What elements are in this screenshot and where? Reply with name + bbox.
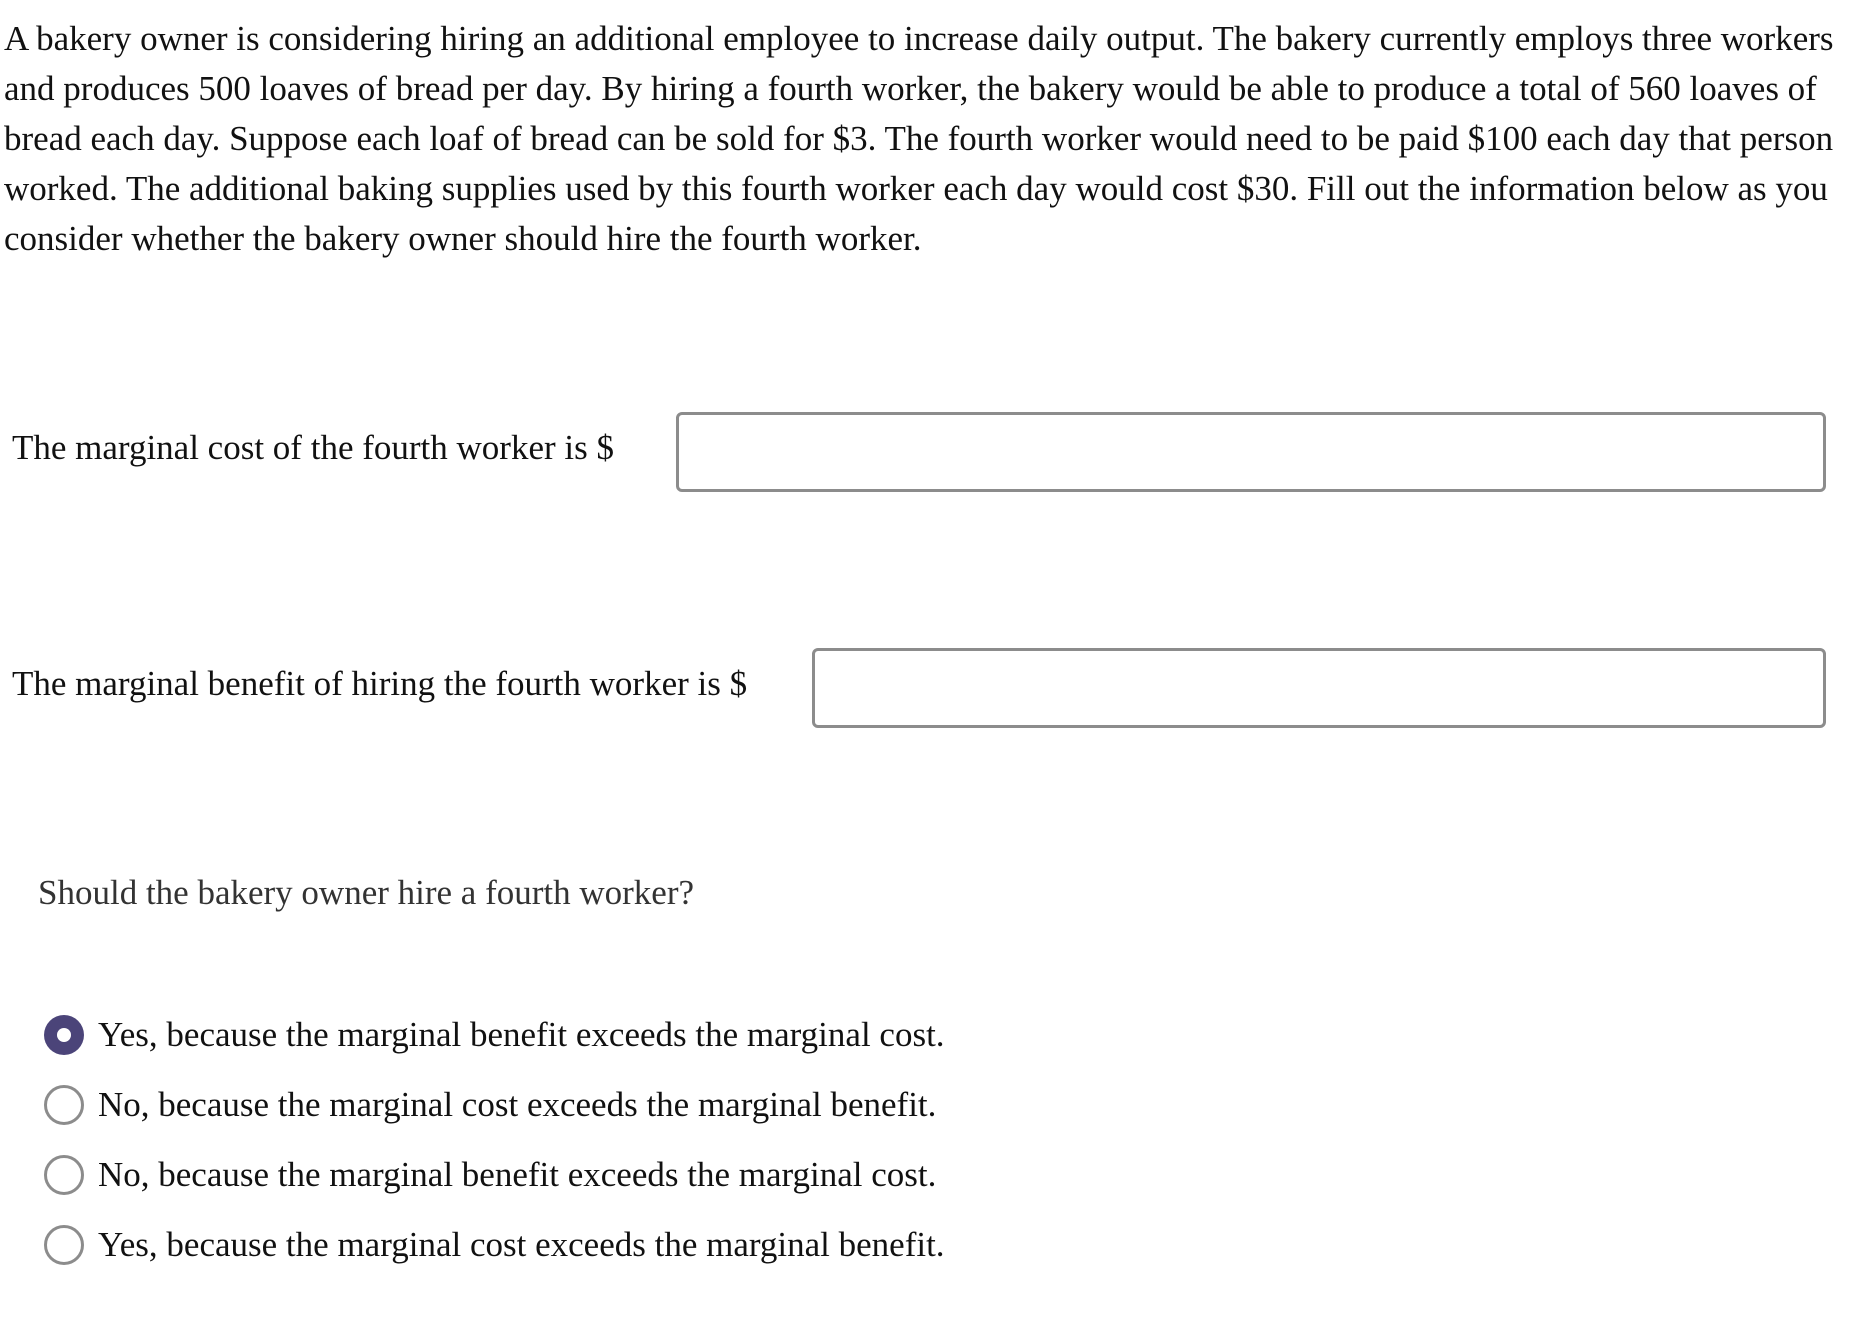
answer-options	[44, 1000, 945, 1280]
option-yes-benefit-exceeds[interactable]	[44, 1000, 945, 1070]
radio-button-3[interactable]	[44, 1155, 84, 1195]
marginal-benefit-input[interactable]	[812, 648, 1826, 728]
radio-button-2[interactable]	[44, 1085, 84, 1125]
marginal-cost-row	[12, 428, 614, 468]
hire-question: Should the bakery owner hire a fourth worker?	[38, 873, 695, 912]
marginal-benefit-row	[12, 664, 747, 704]
marginal-cost-input[interactable]	[676, 412, 1826, 492]
marginal-benefit-label: The marginal benefit of hiring the fourth worker is $	[12, 664, 748, 703]
option-label-4: Yes, because the marginal cost exceeds the marginal benefit.	[98, 1225, 945, 1264]
problem-statement: A bakery owner is considering hiring an additional employee to increase daily output. The bakery currently employs three workers and produces 500 loaves of bread per day. By hiring a fourth worker, the bakery would be able to produce a total of 560 loaves of bread each day. Suppose each loaf of bread can be sold for $3. The fourth worker would need to be paid $100 each day that person worked. The additional baking supplies used by this fourth worker each day would cost $30. Fill out the information below as you consider whether the bakery owner should hire the fourth worker.	[4, 19, 1834, 258]
option-no-cost-exceeds[interactable]	[44, 1070, 945, 1140]
marginal-cost-label: The marginal cost of the fourth worker is $	[12, 428, 614, 467]
option-no-benefit-exceeds[interactable]	[44, 1140, 945, 1210]
option-yes-cost-exceeds[interactable]	[44, 1210, 945, 1280]
radio-button-1[interactable]	[44, 1015, 84, 1055]
radio-button-4[interactable]	[44, 1225, 84, 1265]
option-label-2: No, because the marginal cost exceeds the marginal benefit.	[98, 1085, 937, 1124]
option-label-3: No, because the marginal benefit exceeds the marginal cost.	[98, 1155, 937, 1194]
option-label-1: Yes, because the marginal benefit exceeds the marginal cost.	[98, 1015, 945, 1054]
